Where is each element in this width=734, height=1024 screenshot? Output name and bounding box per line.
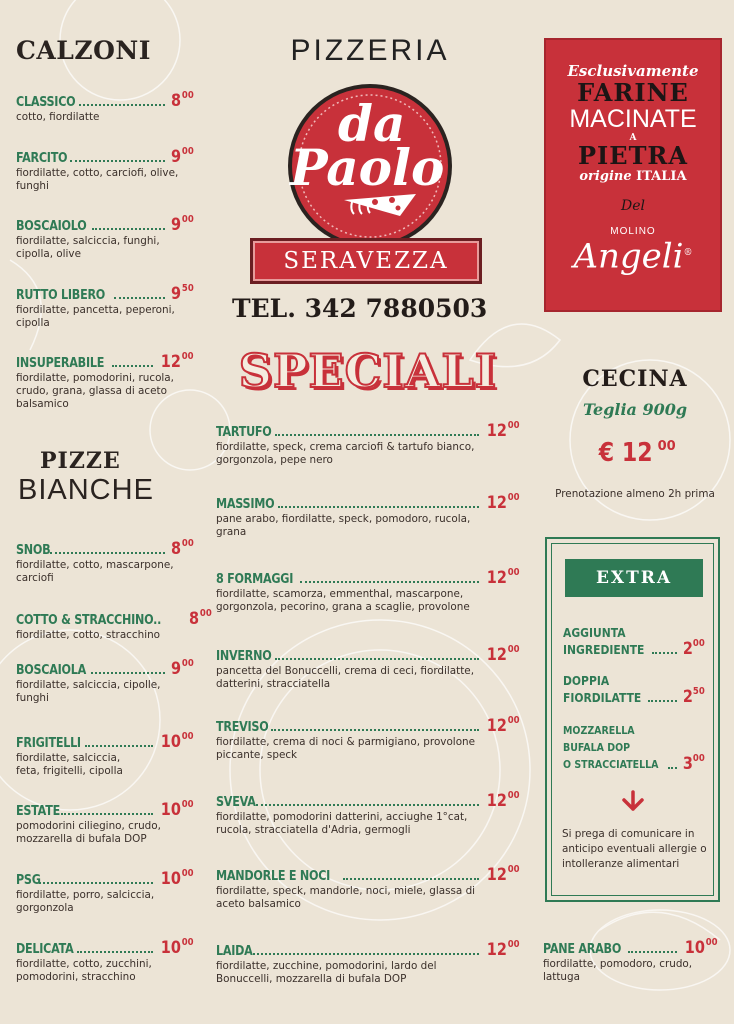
menu-item (216, 565, 520, 614)
item-name: RUTTO LIBERO (16, 288, 106, 303)
item-name: SNOB (16, 543, 51, 558)
item-name: FRIGITELLI (16, 736, 81, 751)
item-price: 8 00 (171, 90, 194, 111)
leader-dots (70, 160, 166, 162)
extra-heading: EXTRA (565, 559, 703, 597)
menu-item (16, 88, 194, 124)
logo-da-text: da (338, 94, 406, 153)
item-description: fiordilatte, pomodorini datterini, acciughe 1°cat, rucola, stracciatella d'Adria, germogli (216, 811, 468, 836)
item-name: CLASSICO (16, 95, 76, 110)
leader-dots (668, 767, 677, 769)
bianche-heading: BIANCHE (18, 474, 154, 506)
extra-item-name: AGGIUNTA (563, 625, 626, 640)
item-price: 12 00 (487, 420, 520, 441)
leader-dots (271, 729, 479, 731)
item-price: 8 00 (188, 608, 212, 629)
leader-dots (300, 581, 480, 583)
item-description: fiordilatte, salciccia, funghi, cipolla, olive (16, 235, 160, 260)
extra-item (563, 672, 705, 706)
leader-dots (652, 652, 678, 654)
leader-dots (39, 882, 154, 884)
arrow-down-icon (620, 790, 646, 812)
item-name: INSUPERABILE (16, 356, 105, 371)
leader-dots (77, 951, 154, 953)
item-name: MANDORLE E NOCI (216, 869, 331, 884)
item-description: cotto, fiordilatte (16, 111, 100, 123)
menu-item (216, 642, 520, 691)
flour-promo-box (546, 40, 720, 310)
logo-paolo-text: Paolo (290, 138, 445, 197)
item-price: 12 00 (487, 864, 520, 885)
menu-item (216, 490, 520, 539)
item-description: fiordilatte, salciccia, cipolle, funghi (16, 679, 161, 704)
item-description: pomodorini ciliegino, crudo, mozzarella di bufala DOP (16, 820, 161, 845)
leader-dots (278, 506, 480, 508)
extra-item-name: O STRACCIATELLA (563, 758, 659, 771)
menu-item (216, 418, 520, 467)
leader-dots (253, 953, 480, 955)
extra-item (563, 722, 705, 773)
leader-dots (50, 552, 165, 554)
menu-item (216, 937, 520, 986)
item-price: 10 00 (161, 937, 194, 958)
phone-number: TEL. 342 7880503 (232, 294, 488, 323)
extra-item-name: DOPPIA (563, 673, 610, 688)
extra-item-name: MOZZARELLA (563, 724, 635, 737)
item-price: 10 00 (161, 799, 194, 820)
item-price: 12 00 (161, 351, 194, 372)
item-description: fiordilatte, pancetta, peperoni, cipolla (16, 304, 175, 329)
leader-dots (256, 804, 479, 806)
item-description: pancetta del Bonuccelli, crema di ceci, fiordilatte, datterini, stracciatella (216, 665, 474, 690)
item-price: 9 00 (171, 658, 194, 679)
menu-item (216, 788, 520, 837)
leader-dots (648, 700, 677, 702)
menu-item (16, 935, 194, 984)
item-name: TREVISO (216, 720, 269, 735)
cecina-price: € 12 00 (599, 438, 676, 468)
item-price: 10 00 (161, 731, 194, 752)
item-description: fiordilatte, porro, salciccia, gorgonzola (16, 889, 155, 914)
pizze-heading: PIZZE (40, 448, 121, 474)
leader-dots (275, 658, 480, 660)
item-price: 8 00 (171, 538, 194, 559)
angeli-logo: Angeli® (573, 236, 693, 277)
item-description: fiordilatte, cotto, mascarpone, carciofi (16, 559, 174, 584)
extra-item (563, 624, 705, 658)
pizza-slice-icon (340, 190, 420, 220)
logo-pizzeria-text: PIZZERIA (290, 34, 450, 67)
menu-item (16, 536, 194, 585)
menu-item (543, 935, 718, 984)
item-description: fiordilatte, cotto, carciofi, olive, funghi (16, 167, 179, 192)
extra-item-name: FIORDILATTE (563, 690, 642, 705)
promo-line: FARINE (577, 78, 689, 107)
item-name: BOSCAIOLA (16, 663, 87, 678)
leader-dots (91, 672, 165, 674)
leader-dots (628, 951, 678, 953)
item-description: fiordilatte, salciccia, feta, frigitelli, cipolla (16, 752, 123, 777)
item-price: 12 00 (487, 790, 520, 811)
item-description: fiordilatte, scamorza, emmenthal, mascarpone, gorgonzola, pecorino, grana a scaglie, provolone (216, 588, 470, 613)
item-name: PSG (16, 873, 41, 888)
logo-banner: SERAVEZZA (250, 238, 482, 284)
menu-item (16, 729, 194, 778)
leader-dots (85, 745, 153, 747)
item-price: 12 00 (487, 567, 520, 588)
leader-dots (343, 878, 480, 880)
item-name: COTTO & STRACCHINO.. (16, 613, 162, 628)
extra-item-price: 2 00 (683, 638, 705, 659)
item-name: LAIDA (216, 944, 253, 959)
item-description: fiordilatte, pomodoro, crudo, lattuga (543, 958, 693, 983)
leader-dots (61, 813, 153, 815)
menu-item (16, 281, 194, 330)
leader-dots (275, 434, 480, 436)
item-price: 9 50 (171, 283, 194, 304)
item-name: INVERNO (216, 649, 272, 664)
item-name: PANE ARABO (543, 942, 622, 957)
item-price: 12 00 (487, 939, 520, 960)
calzoni-heading: CALZONI (16, 36, 151, 65)
extra-item-name: BUFALA DOP (563, 741, 631, 754)
speciali-heading: SPECIALI (238, 344, 498, 398)
leader-dots (112, 365, 153, 367)
item-name: FARCITO (16, 151, 68, 166)
item-description: fiordilatte, speck, mandorle, noci, miele, glassa di aceto balsamico (216, 885, 476, 910)
item-price: 12 00 (487, 644, 520, 665)
item-name: ESTATE (16, 804, 60, 819)
leader-dots (92, 228, 165, 230)
menu-item (216, 713, 520, 762)
extra-item-price: 3 00 (683, 753, 705, 774)
leader-dots (79, 104, 165, 106)
item-description: fiordilatte, pomodorini, rucola, crudo, grana, glassa di aceto balsamico (16, 372, 174, 410)
promo-line: origine ITALIA (579, 169, 687, 184)
item-description: fiordilatte, zucchine, pomodorini, lardo del Bonuccelli, mozzarella di bufala DOP (216, 960, 437, 985)
menu-item (16, 212, 194, 261)
item-price: 9 00 (171, 214, 194, 235)
item-description: pane arabo, fiordilatte, speck, pomodoro, rucola, grana (216, 513, 471, 538)
promo-line: MACINATE (569, 105, 697, 133)
item-description: fiordilatte, speck, crema carciofi & tartufo bianco, gorgonzola, pepe nero (216, 441, 475, 466)
item-name: MASSIMO (216, 497, 275, 512)
item-price: 9 00 (171, 146, 194, 167)
menu-item (216, 862, 520, 911)
menu-item (16, 866, 194, 915)
extra-item-price: 2 50 (683, 686, 705, 707)
item-price: 12 00 (487, 492, 520, 513)
promo-line: A (629, 133, 637, 143)
menu-item (16, 606, 212, 642)
item-description: fiordilatte, cotto, stracchino (16, 629, 161, 641)
menu-item (16, 144, 194, 193)
molino-label: MOLINO (610, 226, 656, 237)
cecina-note: Prenotazione almeno 2h prima (555, 488, 715, 500)
item-name: BOSCAIOLO (16, 219, 87, 234)
item-price: 10 00 (685, 937, 718, 958)
cecina-heading: CECINA (582, 366, 688, 392)
menu-item (16, 797, 194, 846)
leader-dots (114, 297, 166, 299)
item-name: DELICATA (16, 942, 74, 957)
extra-item-name: INGREDIENTE (563, 642, 645, 657)
item-description: fiordilatte, cotto, zucchini, pomodorini, stracchino (16, 958, 152, 983)
allergy-note: Si prega di comunicare in anticipo eventuali allergie o intolleranze alimentari (562, 828, 707, 870)
item-name: 8 FORMAGGI (216, 572, 294, 587)
item-price: 10 00 (161, 868, 194, 889)
item-name: TARTUFO (216, 425, 272, 440)
menu-item (16, 349, 194, 411)
cecina-subtitle: Teglia 900g (582, 400, 688, 419)
item-name: SVEVA (216, 795, 256, 810)
item-price: 12 00 (487, 715, 520, 736)
promo-line: PIETRA (578, 141, 688, 170)
item-description: fiordilatte, crema di noci & parmigiano, provolone piccante, speck (216, 736, 476, 761)
menu-item (16, 656, 194, 705)
promo-line: Esclusivamente (567, 62, 699, 80)
promo-line: Del (621, 198, 645, 214)
